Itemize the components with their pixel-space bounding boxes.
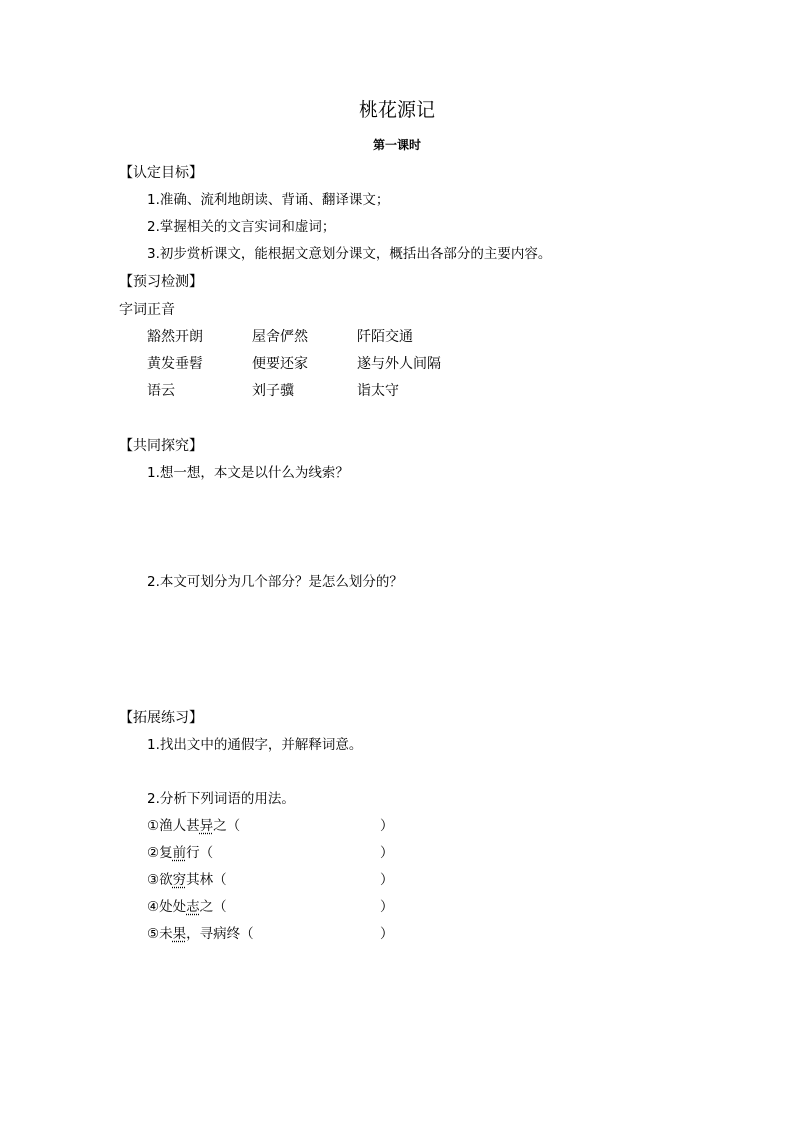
pronunciation-word: 便要还家 — [252, 356, 308, 372]
answer-close-paren: ） — [380, 926, 394, 942]
explore-heading: 【共同探究】 — [119, 438, 203, 454]
usage-number: ⑤ — [147, 926, 160, 942]
usage-line — [147, 928, 254, 942]
answer-close-paren: ） — [380, 818, 394, 834]
pronunciation-word: 屋舍俨然 — [252, 329, 308, 345]
page-title: 桃花源记 — [358, 99, 435, 121]
pronunciation-word: 阡陌交通 — [357, 329, 413, 345]
practice-item-1: 1.找出文中的通假字，并解释词意。 — [147, 737, 363, 753]
usage-keyword: 前 — [172, 845, 187, 861]
usage-number: ② — [147, 845, 160, 861]
pronunciation-word: 诣太守 — [357, 383, 399, 399]
usage-text: 之（ — [199, 899, 227, 915]
goal-item-3: 3.初步赏析课文，能根据文意划分课文，概括出各部分的主要内容。 — [147, 246, 552, 262]
goal-item-2: 2.掌握相关的文言实词和虚词； — [147, 219, 336, 235]
practice-heading: 【拓展练习】 — [119, 710, 203, 726]
usage-text: 渔人甚 — [159, 818, 200, 834]
explore-question-2: 2.本文可划分为几个部分？是怎么划分的？ — [147, 574, 403, 590]
usage-line — [147, 901, 227, 915]
usage-line — [147, 820, 240, 834]
practice-item-2: 2.分析下列词语的用法。 — [147, 791, 295, 807]
usage-text: 欲 — [159, 872, 173, 888]
preview-heading: 【预习检测】 — [119, 274, 203, 290]
usage-text: 未 — [159, 926, 173, 942]
pronunciation-heading: 字词正音 — [119, 302, 175, 318]
answer-close-paren: ） — [380, 872, 394, 888]
pronunciation-word: 遂与外人间隔 — [357, 356, 441, 372]
usage-keyword: 穷 — [172, 872, 187, 888]
pronunciation-word: 黄发垂髫 — [147, 356, 203, 372]
usage-text: 复 — [159, 845, 173, 861]
usage-number: ① — [147, 818, 160, 834]
answer-close-paren: ） — [380, 845, 394, 861]
usage-text: 行（ — [186, 845, 214, 861]
usage-line — [147, 874, 227, 888]
goal-item-1: 1.准确、流利地朗读、背诵、翻译课文； — [147, 192, 390, 208]
pronunciation-word: 刘子骥 — [252, 383, 294, 399]
pronunciation-word: 语云 — [147, 383, 175, 399]
usage-keyword: 志 — [186, 899, 200, 915]
usage-text: 其林（ — [186, 872, 227, 888]
usage-number: ③ — [147, 872, 160, 888]
pronunciation-word: 豁然开朗 — [147, 329, 203, 345]
lesson-subtitle: 第一课时 — [372, 138, 421, 152]
usage-keyword: 异 — [199, 818, 214, 834]
answer-close-paren: ） — [380, 899, 394, 915]
usage-text: 处处 — [159, 899, 187, 915]
usage-keyword: 果 — [172, 926, 187, 942]
usage-number: ④ — [147, 899, 160, 915]
explore-question-1: 1.想一想，本文是以什么为线索？ — [147, 465, 349, 481]
usage-text: 之（ — [213, 818, 241, 834]
usage-text: ，寻病终（ — [186, 926, 254, 942]
goals-heading: 【认定目标】 — [119, 165, 203, 181]
usage-line — [147, 847, 213, 861]
